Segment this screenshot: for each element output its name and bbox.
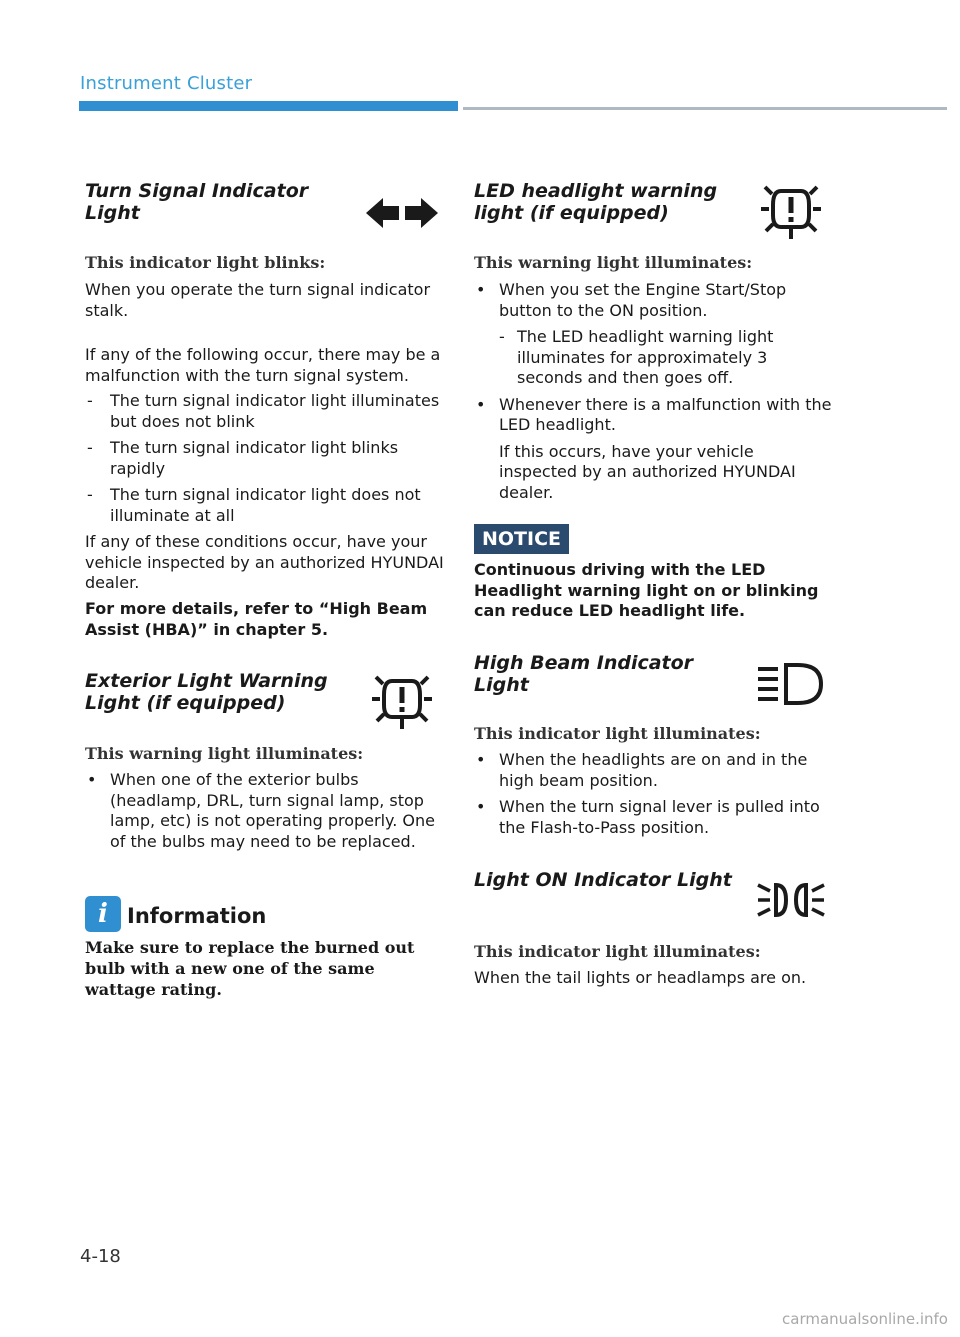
turn-signal-para1: When you operate the turn signal indicator stalk.: [85, 280, 431, 320]
list-item: - The turn signal indicator light illuminates but does not blink: [87, 391, 440, 431]
information-icon: i: [85, 896, 121, 932]
turn-signal-para2: If any of the following occur, there may be a malfunction with the turn signal system.: [85, 345, 441, 385]
list-item: • When the turn signal lever is pulled into the Flash-to-Pass position.: [476, 797, 820, 837]
led-headlight-warning-icon: [761, 183, 821, 241]
exterior-light-list: [85, 770, 445, 858]
information-body: Make sure to replace the burned out bulb with a new one of the same wattage rating.: [85, 938, 415, 999]
turn-signal-list: [85, 391, 445, 532]
list-item: • When you set the Engine Start/Stop button to the ON position. - The LED headlight warning light illuminates for approximately 3 seconds and then goes off.: [474, 280, 834, 389]
list-item: - The turn signal indicator light does not illuminate at all: [87, 485, 421, 525]
list-item: • Whenever there is a malfunction with the LED headlight. If this occurs, have your vehicle inspected by an authorized HYUNDAI dealer.: [474, 395, 834, 504]
light-on-icon: [756, 879, 826, 921]
light-on-para: When the tail lights or headlamps are on.: [474, 968, 807, 987]
watermark: carmanualsonline.info: [782, 1310, 948, 1328]
exterior-light-subhead: This warning light illuminates:: [85, 744, 364, 763]
high-beam-title: High Beam Indicator Light: [474, 652, 694, 696]
turn-signal-subhead: This indicator light blinks:: [85, 253, 326, 272]
list-item: - The turn signal indicator light blinks rapidly: [87, 438, 399, 478]
high-beam-subhead: This indicator light illuminates:: [474, 724, 761, 743]
list-item: - The LED headlight warning light illuminates for approximately 3 seconds and then goes off.: [499, 327, 774, 387]
turn-signal-para3: If any of these conditions occur, have your vehicle inspected by an authorized HYUNDAI dealer.: [85, 532, 444, 592]
turn-signal-title: Turn Signal Indicator Light: [85, 180, 309, 224]
page-number: 4-18: [80, 1246, 121, 1267]
light-on-subhead: This indicator light illuminates:: [474, 942, 761, 961]
exterior-light-warning-icon: [372, 673, 432, 731]
information-title: Information: [127, 904, 267, 928]
led-headlight-item2-para: If this occurs, have your vehicle inspected by an authorized HYUNDAI dealer.: [499, 441, 796, 502]
turn-signal-para4: For more details, refer to “High Beam Assist (HBA)” in chapter 5.: [85, 599, 428, 639]
chapter-title: Instrument Cluster: [80, 73, 253, 94]
turn-signal-arrows-icon: [366, 196, 438, 230]
led-headlight-list: [474, 280, 834, 509]
high-beam-icon: [756, 662, 824, 706]
led-headlight-subhead: This warning light illuminates:: [474, 253, 753, 272]
led-headlight-title: LED headlight warning light (if equipped): [474, 180, 718, 224]
header-accent-bar: [79, 101, 458, 111]
light-on-title: Light ON Indicator Light: [474, 869, 732, 891]
list-item: • When the headlights are on and in the high beam position.: [476, 750, 808, 790]
high-beam-list: [474, 750, 834, 844]
list-item: • When one of the exterior bulbs (headlamp, DRL, turn signal lamp, stop lamp, etc) is not operating properly. One of the bulbs may need to be replaced.: [87, 770, 435, 851]
exterior-light-title: Exterior Light Warning Light (if equipped): [85, 670, 328, 714]
notice-badge: NOTICE: [474, 524, 569, 554]
notice-body: Continuous driving with the LED Headlight warning light on or blinking can reduce LED headlight life.: [474, 560, 819, 620]
header-rule: [463, 107, 947, 110]
